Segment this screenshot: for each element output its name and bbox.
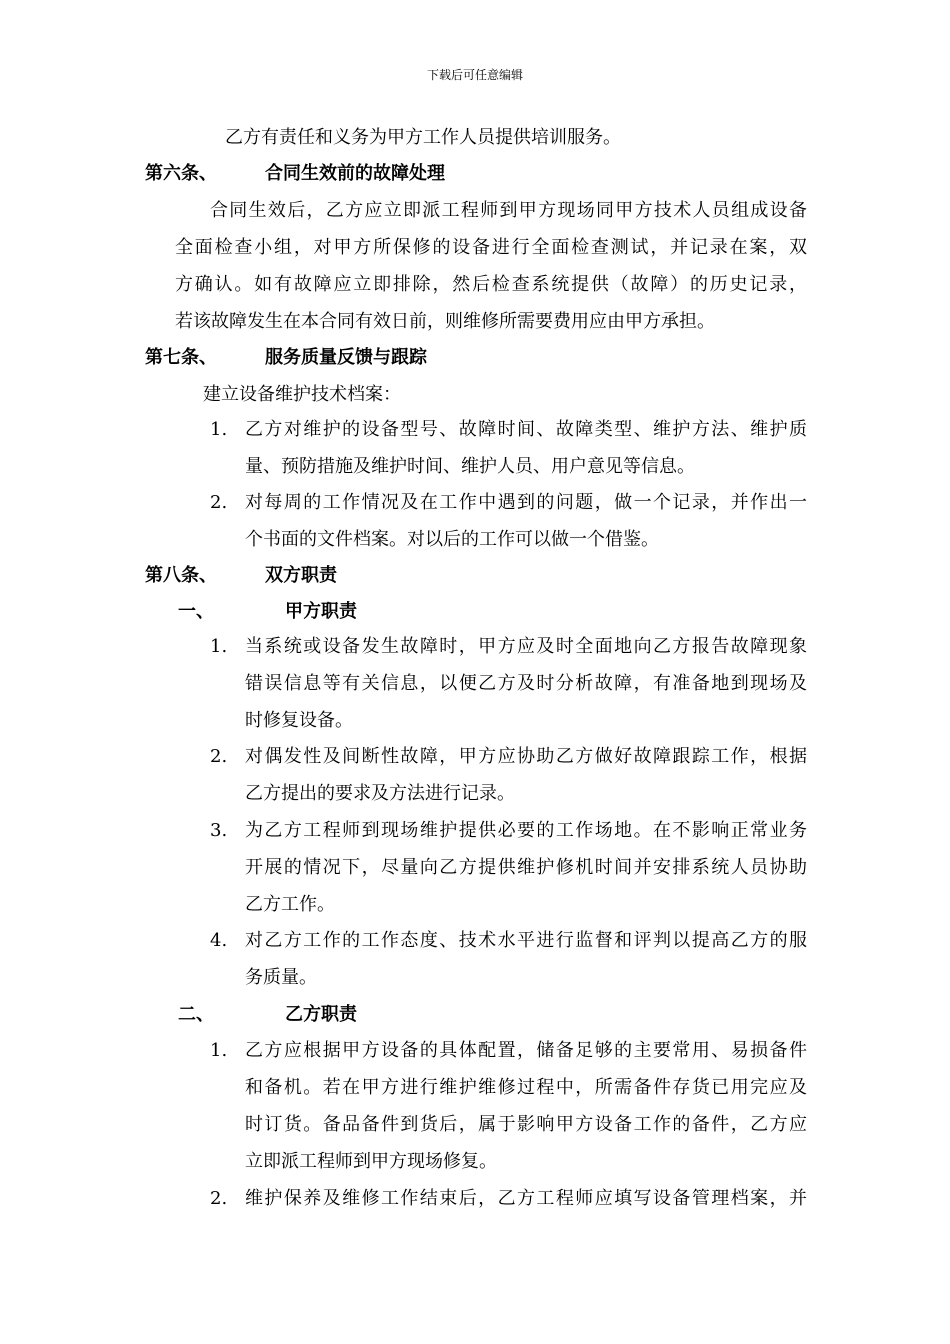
page-header: 下载后可任意编辑 <box>426 68 523 82</box>
article-6-line: 全面检查小组，对甲方所保修的设备进行全面检查测试，并记录在案，双 <box>175 237 807 258</box>
list-item-line: 量、预防措施及维护时间、维护人员、用户意见等信息。 <box>245 456 695 477</box>
list-number: 2. <box>210 1188 228 1209</box>
section-2-title: 乙方职责 <box>285 1004 357 1025</box>
article-7-title: 服务质量反馈与跟踪 <box>265 347 427 368</box>
article-6-line: 若该故障发生在本合同有效日前，则维修所需要费用应由甲方承担。 <box>175 311 715 332</box>
list-item-line: 立即派工程师到甲方现场修复。 <box>245 1151 497 1172</box>
list-item-line: 个书面的文件档案。对以后的工作可以做一个借鉴。 <box>245 529 659 550</box>
section-1-label: 一、 <box>178 601 214 622</box>
list-item-line: 开展的情况下，尽量向乙方提供维护修机时间并安排系统人员协助 <box>245 857 807 878</box>
article-6-line: 合同生效后，乙方应立即派工程师到甲方现场同甲方技术人员组成设备 <box>210 200 807 221</box>
list-item-line: 乙方工作。 <box>245 894 335 915</box>
article-7-label: 第七条、 <box>145 347 217 368</box>
article-8-label: 第八条、 <box>145 565 217 586</box>
list-number: 4. <box>210 930 228 951</box>
list-item-line: 为乙方工程师到现场维护提供必要的工作场地。在不影响正常业务 <box>245 820 807 841</box>
list-number: 2. <box>210 492 228 513</box>
list-item-line: 时修复设备。 <box>245 710 353 731</box>
article-7-lead: 建立设备维护技术档案： <box>203 384 401 405</box>
list-item-line: 乙方应根据甲方设备的具体配置，储备足够的主要常用、易损备件 <box>245 1040 807 1061</box>
section-2-label: 二、 <box>178 1004 214 1025</box>
list-item-line: 维护保养及维修工作结束后，乙方工程师应填写设备管理档案，并 <box>245 1188 807 1209</box>
list-number: 2. <box>210 746 228 767</box>
article-6-label: 第六条、 <box>145 163 217 184</box>
list-item-line: 乙方对维护的设备型号、故障时间、故障类型、维护方法、维护质 <box>245 419 807 440</box>
list-item-line: 错误信息等有关信息，以便乙方及时分析故障，有准备地到现场及 <box>245 673 807 694</box>
list-number: 3. <box>210 820 228 841</box>
list-item-line: 对偶发性及间断性故障，甲方应协助乙方做好故障跟踪工作，根据 <box>245 746 807 767</box>
intro-paragraph: 乙方有责任和义务为甲方工作人员提供培训服务。 <box>225 127 621 148</box>
list-number: 1. <box>210 636 228 657</box>
list-item-line: 务质量。 <box>245 967 317 988</box>
article-6-line: 方确认。如有故障应立即排除，然后检查系统提供（故障）的历史记录， <box>175 274 807 295</box>
list-item-line: 对乙方工作的工作态度、技术水平进行监督和评判以提高乙方的服 <box>245 930 807 951</box>
list-number: 1. <box>210 1040 228 1061</box>
list-item-line: 乙方提出的要求及方法进行记录。 <box>245 783 515 804</box>
section-1-title: 甲方职责 <box>285 601 357 622</box>
list-number: 1. <box>210 419 228 440</box>
list-item-line: 时订货。备品备件到货后，属于影响甲方设备工作的备件，乙方应 <box>245 1114 807 1135</box>
list-item-line: 当系统或设备发生故障时，甲方应及时全面地向乙方报告故障现象 <box>245 636 807 657</box>
article-8-title: 双方职责 <box>265 565 337 586</box>
list-item-line: 和备机。若在甲方进行维护维修过程中，所需备件存货已用完应及 <box>245 1077 807 1098</box>
article-6-title: 合同生效前的故障处理 <box>265 163 445 184</box>
list-item-line: 对每周的工作情况及在工作中遇到的问题，做一个记录，并作出一 <box>245 492 807 513</box>
